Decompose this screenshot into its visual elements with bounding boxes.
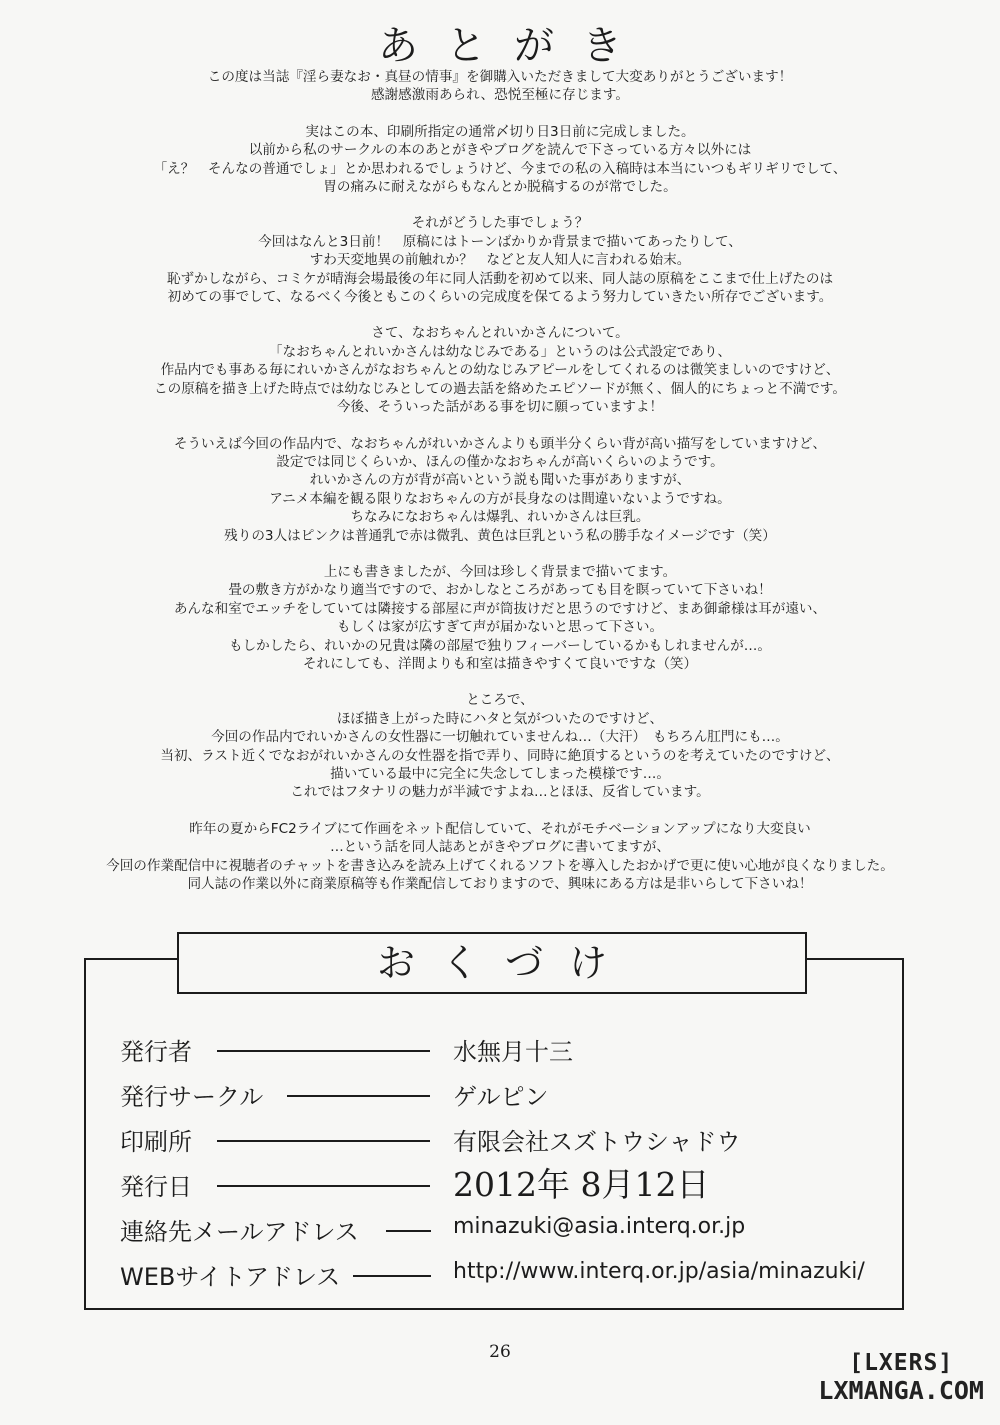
afterword-paragraph [30,563,970,673]
text-line: 「え？ そんなの普通でしょ」とか思われるでしょうけど、今までの私の入稿時は本当にいつもギリギリでして、 [153,160,847,177]
text-line: 昨年の夏からFC2ライブにて作画をネット配信していて、それがモチベーションアップになり大変良い [189,820,811,837]
colophon-label: 発行サークル [120,1083,264,1111]
text-line: 今回の作品内でれいかさんの女性器に一切触れていませんね…（大汗） もちろん肛門にも…。 [211,729,789,746]
watermark-line: [LXERS] [849,1350,954,1376]
text-line: これではフタナリの魅力が半減ですよね…とほほ、反省しています。 [290,784,710,801]
text-line: 「なおちゃんとれいかさんは幼なじみである」というのは公式設定であり、 [268,343,732,360]
text-line: 今回はなんと3日前！ 原稿にはトーンばかりか背景まで描いてあったりして、 [258,233,742,250]
afterword-paragraph [30,691,970,801]
text-line: 設定では同じくらいか、ほんの僅かなおちゃんが高いくらいのようです。 [276,453,724,470]
afterword-title: あとがき [378,23,650,69]
colophon-label: 発行日 [120,1173,192,1201]
colophon-value: 有限会社スズトウシャドウ [453,1128,741,1156]
text-line: 恥ずかしながら、コミケが晴海会場最後の年に同人活動を初めて以来、同人誌の原稿をここまで仕上げたのは [166,270,834,287]
colophon-label: 発行者 [120,1038,192,1066]
watermark [818,1350,984,1405]
leader-line [217,1140,430,1142]
text-line: この原稿を描き上げた時点では幼なじみとしての過去話を絡めたエピソードが無く、個人的にちょっと不満です。 [154,380,846,397]
colophon-value-email[interactable]: minazuki@asia.interq.or.jp [453,1214,746,1239]
colophon-value-url[interactable]: http://www.interq.or.jp/asia/minazuki/ [453,1259,865,1284]
text-line: 畳の敷き方がかなり適当ですので、おかしなところがあっても目を瞑っていて下さいね！ [228,582,772,599]
colophon-row-circle [120,1077,880,1117]
colophon-value: 水無月十三 [453,1038,573,1066]
colophon-row-website [120,1257,880,1297]
text-line: 初めての事でして、なるべく今後ともこのくらいの完成度を保てるよう努力していきたい所存でございます。 [167,289,833,306]
colophon-row-publisher [120,1032,880,1072]
text-line: それにしても、洋間よりも和室は描きやすくて良いですな（笑） [302,655,698,672]
afterword-paragraph [30,435,970,545]
text-line: ほぼ描き上がった時にハタと気がついたのですけど、 [336,710,664,727]
colophon-row-date [120,1167,880,1207]
text-line: そういえば今回の作品内で、なおちゃんがれいかさんよりも頭半分くらい背が高い描写をしていますけど、 [173,435,827,452]
afterword-paragraph [30,214,970,306]
text-line: さて、なおちゃんとれいかさんについて。 [371,325,629,342]
text-line: あんな和室でエッチをしていては隣接する部屋に声が筒抜けだと思うのですけど、まあ御爺様は耳が遠い、 [173,600,827,617]
text-line: ちなみになおちゃんは爆乳、れいかさんは巨乳。 [350,509,650,526]
colophon-label: 連絡先メールアドレス [120,1218,359,1246]
leader-line [287,1095,430,1097]
text-line: すわ天変地異の前触れか？ などと友人知人に言われる始末。 [309,252,691,269]
text-line: 上にも書きましたが、今回は珍しく背景まで描いてます。 [323,563,677,580]
text-line: 以前から私のサークルの本のあとがきやブログを読んで下さっている方々以外には [248,142,752,159]
colophon-row-printer [120,1122,880,1162]
text-line: アニメ本編を観る限りなおちゃんの方が長身なのは間違いないようですね。 [269,490,731,507]
leader-line [217,1050,430,1052]
text-line: もしくは家が広すぎて声が届かないと思って下さい。 [336,619,664,636]
leader-line [217,1185,430,1187]
text-line: 胃の痛みに耐えながらもなんとか脱稿するのが常でした。 [323,179,677,196]
text-line: れいかさんの方が背が高いという説も聞いた事がありますが、 [309,472,691,489]
afterword-paragraph [30,68,970,105]
afterword-paragraph [30,324,970,416]
colophon-label: 印刷所 [120,1128,192,1156]
text-line: 感謝感激雨あられ、恐悦至極に存じます。 [370,87,629,104]
colophon-row-email [120,1212,880,1252]
text-line: それがどうした事でしょう？ [411,215,589,232]
colophon-value: 2012年 8月12日 [453,1165,710,1204]
text-line: 今回の作業配信中に視聴者のチャットを書き込みを読み上げてくれるソフトを導入したおかげで更に使い心地が良くなりました。 [106,857,894,874]
colophon-label: WEBサイトアドレス [120,1263,341,1291]
leader-line [386,1230,431,1232]
text-line: ところで、 [466,692,534,709]
colophon-title: おくづけ [177,932,807,994]
text-line: 当初、ラスト近くでなおがれいかさんの女性器を指で弄り、同時に絶頂するというのを考えていたのですけど、 [160,747,840,764]
text-line: もしかしたら、れいかの兄貴は隣の部屋で独りフィーバーしているかもしれませんが…。 [229,637,771,654]
text-line: …という話を同人誌あとがきやブログに書いてますが、 [330,839,670,856]
afterword-paragraph [30,123,970,197]
text-line: 描いている最中に完全に失念してしまった模様です…。 [330,766,670,782]
afterword-body [30,68,970,911]
text-line: 残りの3人はピンクは普通乳で赤は微乳、黄色は巨乳という私の勝手なイメージです（笑） [224,527,776,544]
text-line: 実はこの本、印刷所指定の通常〆切り日3日前に完成しました。 [305,123,695,140]
text-line: この度は当誌『淫ら妻なお・真昼の情事』を御購入いただきまして大変ありがとうございます！ [207,69,793,85]
text-line: 作品内でも事ある毎にれいかさんがなおちゃんとの幼なじみアピールをしてくれるのは微笑ましいのですけど、 [160,362,840,379]
page-number: 26 [489,1342,511,1362]
afterword-paragraph [30,820,970,894]
colophon-value: ゲルピン [453,1083,549,1111]
watermark-line: LXMANGA.COM [818,1376,984,1405]
text-line: 今後、そういった話がある事を切に願っていますよ！ [336,399,664,416]
leader-line [353,1275,431,1277]
text-line: 同人誌の作業以外に商業原稿等も作業配信しておりますので、興味にある方は是非いらして下さいね！ [187,876,813,893]
